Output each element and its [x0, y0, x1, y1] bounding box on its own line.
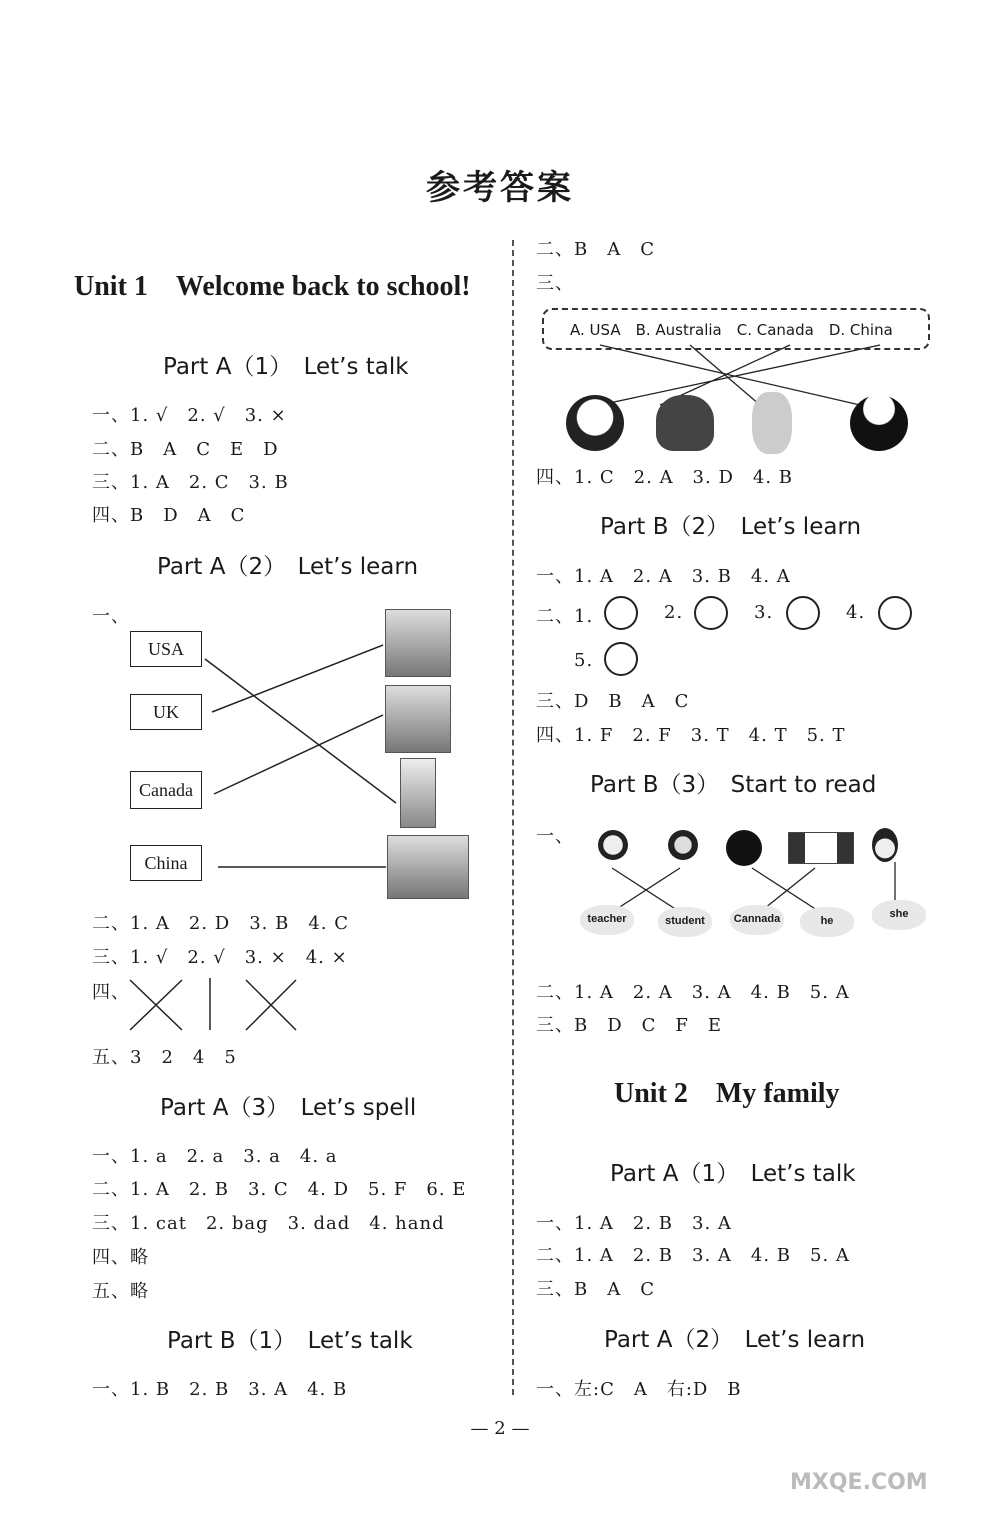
answer-line: 二、1. A 2. D 3. B 4. C	[92, 913, 350, 934]
part-a3-heading: Part A（3） Let’s spell	[160, 1095, 417, 1121]
answer-line: 二、1. A 2. B 3. A 4. B 5. A	[536, 1245, 850, 1266]
beaver-icon	[656, 395, 714, 451]
country-box-uk: UK	[130, 694, 202, 730]
teacher-face-icon	[598, 830, 628, 860]
sad-face-icon	[786, 596, 820, 630]
match-line	[205, 659, 396, 803]
answer-line: 二、1.	[536, 606, 594, 627]
country-box-canada: Canada	[130, 771, 202, 809]
answer-line: 五、3 2 4 5	[92, 1047, 237, 1068]
sad-face-icon	[878, 596, 912, 630]
answer-line: 一、1. A 2. B 3. A	[536, 1213, 732, 1234]
heart-card: he	[800, 907, 854, 937]
canada-flag-icon	[788, 832, 854, 864]
heart-card: teacher	[580, 905, 634, 935]
eagle-icon	[850, 395, 908, 451]
answer-line: 三、1. √ 2. √ 3. × 4. ×	[92, 947, 348, 968]
heart-card: she	[872, 900, 926, 930]
answer-line: 四、B D A C	[92, 505, 246, 526]
answer-line: 二、B A C	[536, 239, 655, 260]
answer-line: 三、B D C F E	[536, 1015, 723, 1036]
part-a2-heading: Part A（2） Let’s learn	[157, 554, 419, 580]
answer-line: 一、左:C A 右:D B	[536, 1379, 742, 1400]
answer-line: 一、1. A 2. A 3. B 4. A	[536, 566, 791, 587]
answer-line: 一、1. √ 2. √ 3. ×	[92, 405, 287, 426]
face-number: 3.	[754, 602, 774, 623]
happy-face-icon	[694, 596, 728, 630]
answer-line: 三、1. A 2. C 3. B	[92, 472, 289, 493]
heart-card: Cannada	[730, 905, 784, 935]
face-number: 2.	[664, 602, 684, 623]
match-label: 一、	[92, 606, 130, 627]
watermark: MXQE.COM	[790, 1470, 928, 1495]
unit2-heading: Unit 2 My family	[614, 1078, 840, 1109]
country-box-usa: USA	[130, 631, 202, 667]
answer-line: 二、1. A 2. B 3. C 4. D 5. F 6. E	[92, 1179, 467, 1200]
girl-face-icon	[726, 830, 762, 866]
country-options-box	[542, 308, 930, 350]
kangaroo-icon	[752, 392, 792, 454]
answer-line: 四、1. F 2. F 3. T 4. T 5. T	[536, 725, 846, 746]
heart-card: student	[658, 907, 712, 937]
match-line	[600, 345, 880, 405]
part-a1-heading: Part A（1） Let’s talk	[163, 354, 409, 380]
answer-line: 四、1. C 2. A 3. D 4. B	[536, 467, 794, 488]
match-line	[214, 715, 383, 794]
answer-line: 三、D B A C	[536, 691, 690, 712]
part-u2a2-heading: Part A（2） Let’s learn	[604, 1327, 866, 1353]
country-options: A. USA B. Australia C. Canada D. China	[570, 321, 893, 339]
answer-line: 五、略	[92, 1281, 149, 1302]
page-title: 参考答案	[426, 168, 574, 208]
match-label: 一、	[536, 826, 574, 847]
part-b3-heading: Part B（3） Start to read	[590, 772, 877, 798]
page-number: — 2 —	[470, 1418, 530, 1439]
answer-line: 四、	[92, 982, 130, 1003]
answer-line: 三、B A C	[536, 1279, 655, 1300]
answer-line: 二、1. A 2. A 3. A 4. B 5. A	[536, 982, 850, 1003]
match-line	[212, 645, 383, 712]
panda-icon	[566, 395, 624, 451]
country-box-china: China	[130, 845, 202, 881]
answer-line: 三、	[536, 273, 574, 294]
unit1-heading: Unit 1 Welcome back to school!	[74, 271, 471, 302]
part-b1-heading: Part B（1） Let’s talk	[167, 1328, 413, 1354]
answer-line: 一、1. B 2. B 3. A 4. B	[92, 1379, 348, 1400]
part-u2a1-heading: Part A（1） Let’s talk	[610, 1161, 856, 1187]
sad-face-icon	[604, 642, 638, 676]
answer-line: 一、1. a 2. a 3. a 4. a	[92, 1146, 338, 1167]
sad-face-icon	[604, 596, 638, 630]
answer-line: 四、略	[92, 1247, 149, 1268]
face-number: 4.	[846, 602, 866, 623]
part-b2-heading: Part B（2） Let’s learn	[600, 514, 862, 540]
answer-line: 三、1. cat 2. bag 3. dad 4. hand	[92, 1213, 445, 1234]
answer-line: 二、B A C E D	[92, 439, 279, 460]
face-number: 5.	[574, 650, 594, 671]
boy-face-icon	[872, 828, 898, 862]
student-face-icon	[668, 830, 698, 860]
